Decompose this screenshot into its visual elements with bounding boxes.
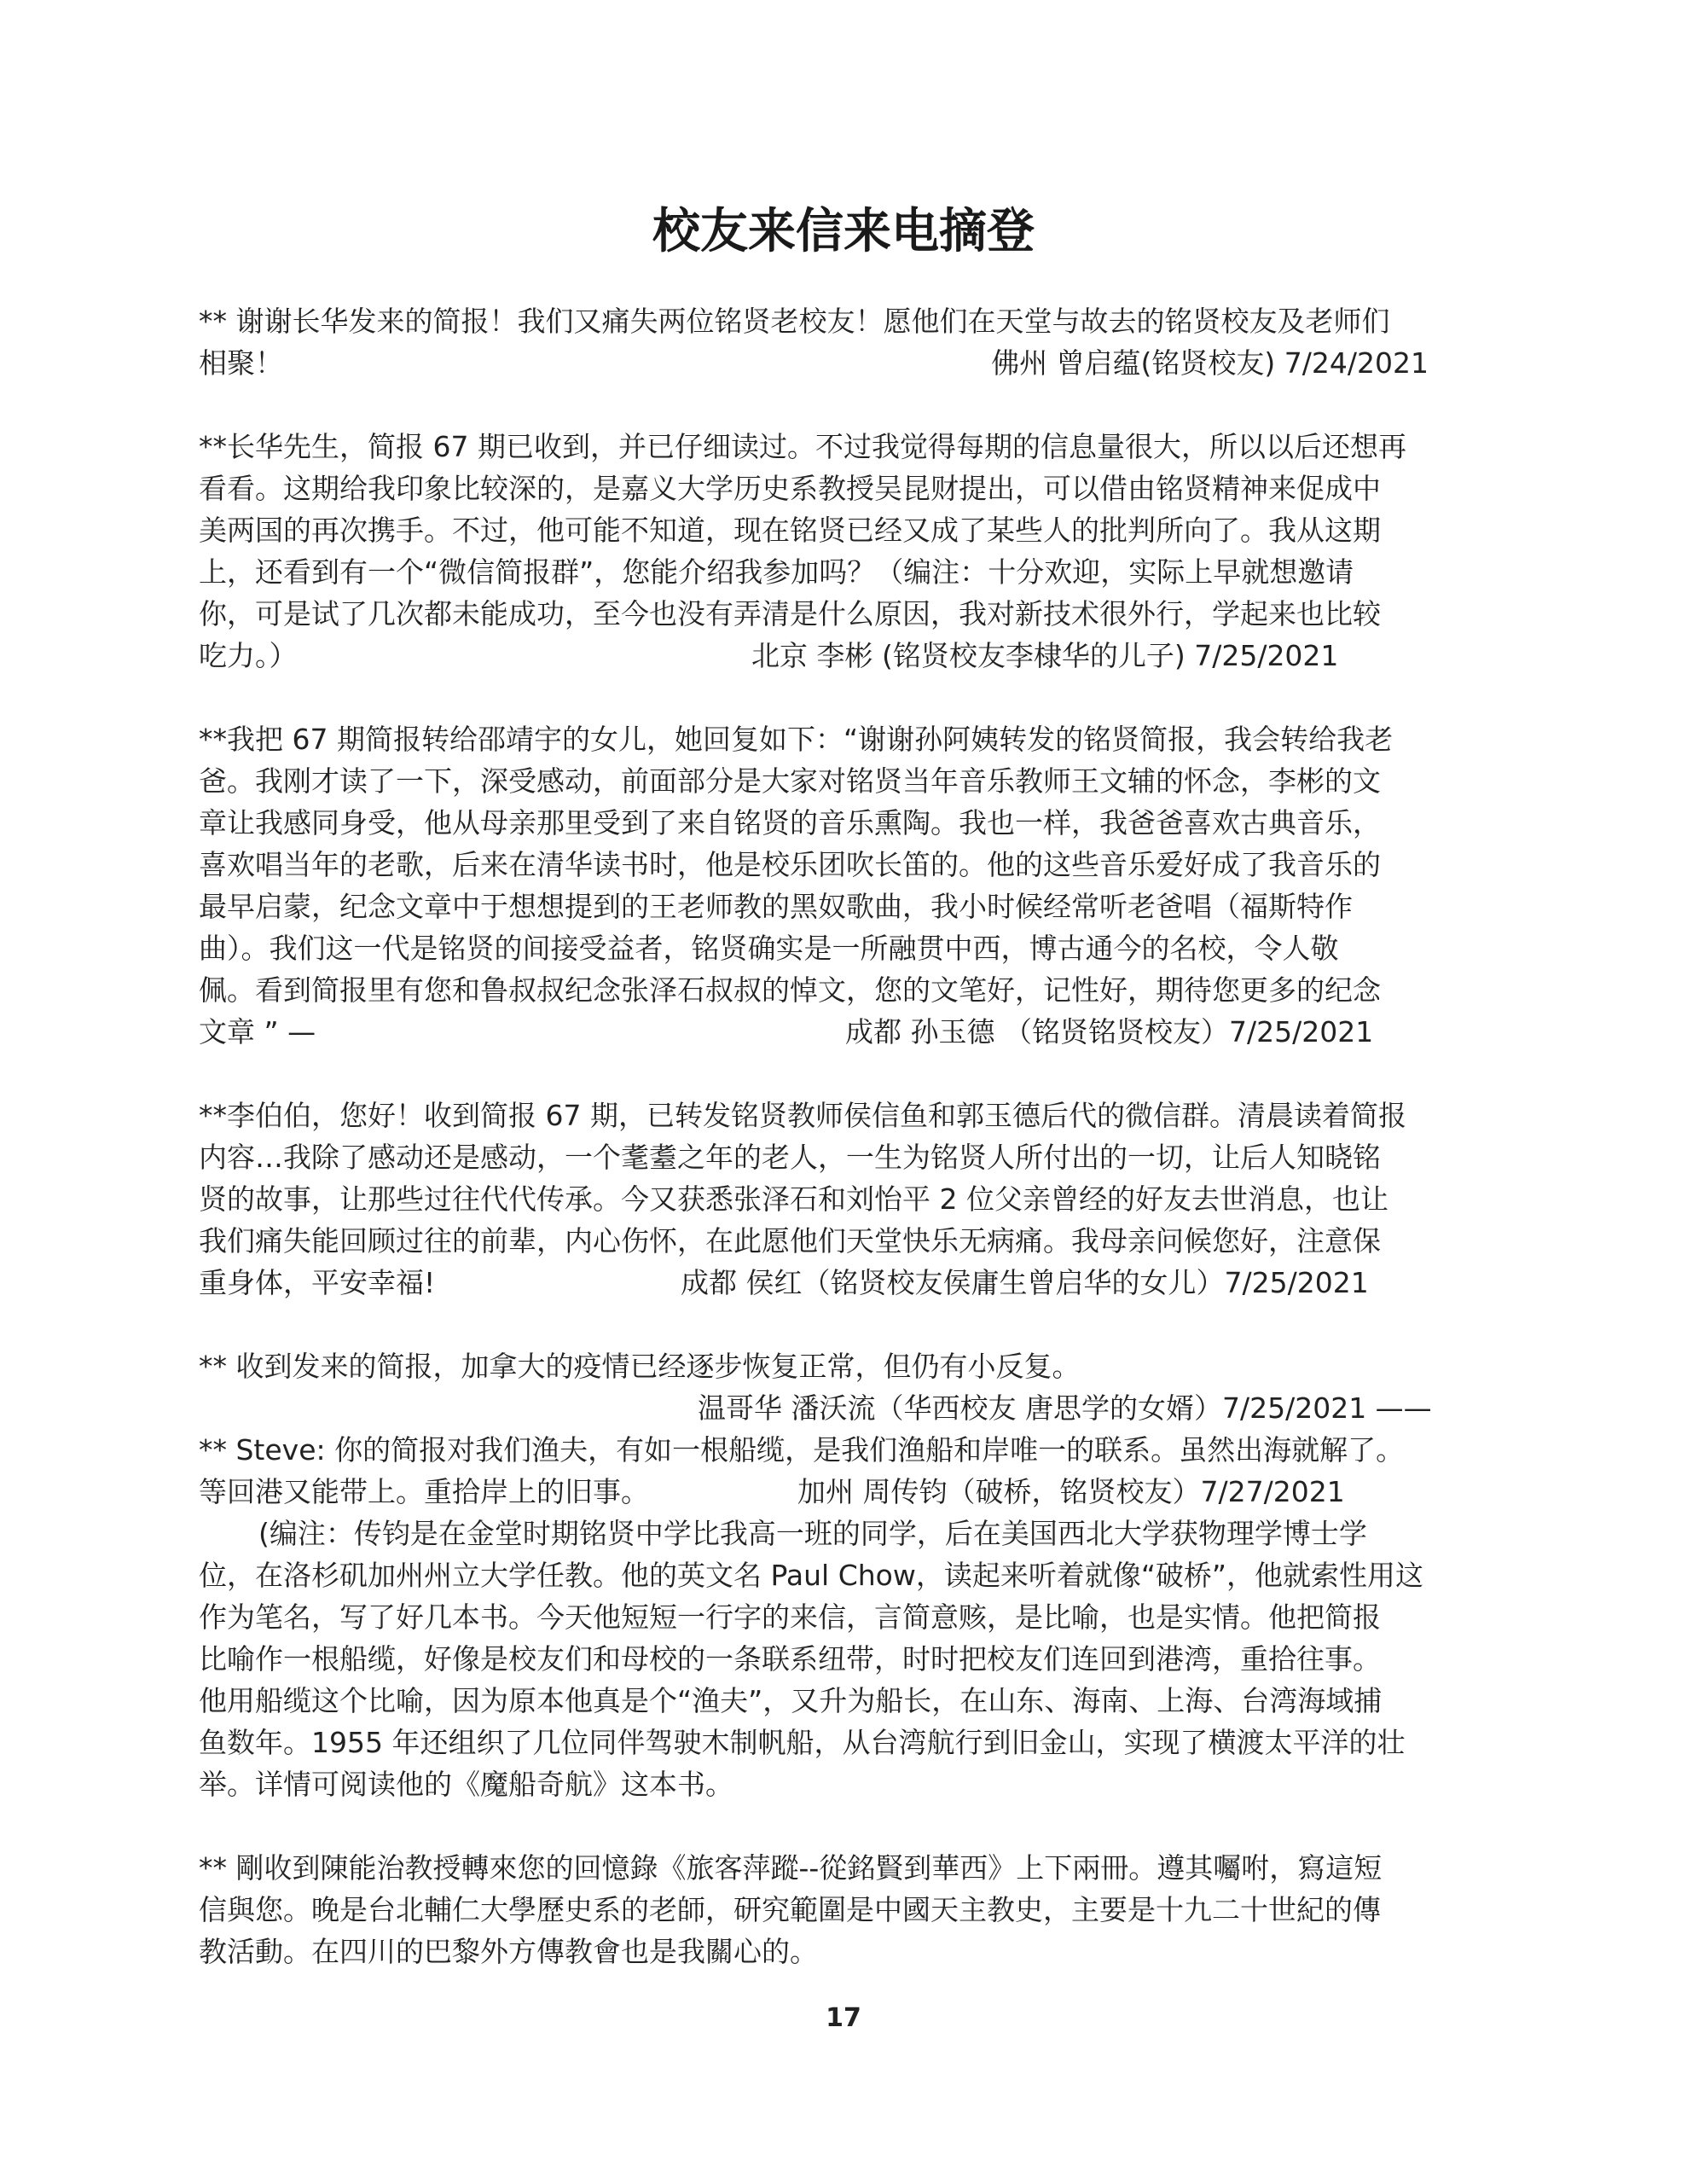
page-number: 17	[826, 2003, 861, 2033]
letter-2-line-5: 你，可是试了几次都未能成功，至今也没有弄清是什么原因，我对新技术很外行，学起来也比较	[199, 597, 1381, 630]
letter-1-line-2: 相聚！	[199, 346, 283, 380]
letter-8-line-2: 信與您。晚是台北輔仁大學歷史系的老師，研究範圍是中國天主教史，主要是十九二十世紀的傳	[199, 1893, 1381, 1926]
letter-2	[199, 426, 1495, 677]
editor-note-line-7: 举。详情可阅读他的《魔船奇航》这本书。	[199, 1768, 733, 1801]
letter-3-line-2: 爸。我刚才读了一下，深受感动，前面部分是大家对铭贤当年音乐教师王文辅的怀念，李彬的文	[199, 764, 1381, 798]
editor-note-line-1: (编注：传钧是在金堂时期铭贤中学比我高一班的同学，后在美国西北大学获物理学博士学	[258, 1517, 1367, 1550]
letter-3-line-3: 章让我感同身受，他从母亲那里受到了来自铭贤的音乐熏陶。我也一样，我爸爸喜欢古典音乐，	[199, 806, 1381, 839]
letters-body	[199, 300, 1495, 2014]
letter-4-line-4: 我们痛失能回顾过往的前辈，内心伤怀，在此愿他们天堂快乐无病痛。我母亲问候您好，注意保	[199, 1224, 1381, 1258]
letter-5-signature: 温哥华 潘沃流（华西校友 唐思学的女婿）7/25/2021 ——	[698, 1391, 1432, 1425]
letter-6-signature: 加州 周传钧（破桥，铭贤校友）7/27/2021	[797, 1475, 1345, 1508]
letter-8-line-3: 教活動。在四川的巴黎外方傳教會也是我關心的。	[199, 1935, 818, 1968]
letter-1-line-1: ** 谢谢长华发来的简报！我们又痛失两位铭贤老校友！愿他们在天堂与故去的铭贤校友及老师们	[199, 305, 1390, 338]
letter-4-line-3: 贤的故事，让那些过往代代传承。今又获悉张泽石和刘怡平 2 位父亲曾经的好友去世消息，也让	[199, 1182, 1388, 1216]
letter-6-line-1: ** Steve: 你的简报对我们渔夫，有如一根船缆，是我们渔船和岸唯一的联系。虽然出海就解了。	[199, 1433, 1405, 1467]
editor-note-line-4: 比喻作一根船缆，好像是校友们和母校的一条联系纽带，时时把校友们连回到港湾，重拾往事。	[199, 1642, 1381, 1676]
letter-6-line-2: 等回港又能带上。重拾岸上的旧事。	[199, 1475, 649, 1508]
letter-4-line-5: 重身体，平安幸福!	[199, 1266, 436, 1299]
letter-4-line-2: 内容…我除了感动还是感动，一个耄耋之年的老人，一生为铭贤人所付出的一切，让后人知晓铭	[199, 1141, 1381, 1174]
letter-2-line-2: 看看。这期给我印象比较深的，是嘉义大学历史系教授吴昆财提出，可以借由铭贤精神来促成中	[199, 472, 1381, 505]
letter-2-signature: 北京 李彬 (铭贤校友李棣华的儿子) 7/25/2021	[751, 639, 1339, 672]
editor-note-line-3: 作为笔名，写了好几本书。今天他短短一行字的来信，言简意赅，是比喻，也是实情。他把简报	[199, 1600, 1381, 1634]
editor-note	[199, 1513, 1495, 1805]
letter-3-line-1: **我把 67 期简报转给邵靖宇的女儿，她回复如下：“谢谢孙阿姨转发的铭贤简报，我会转给我老	[199, 723, 1394, 756]
letter-3-line-6: 曲）。我们这一代是铭贤的间接受益者，铭贤确实是一所融贯中西，博古通今的名校，令人敬	[199, 932, 1339, 965]
editor-note-line-2: 位，在洛杉矶加州州立大学任教。他的英文名 Paul Chow，读起来听着就像“破桥”，他就索性用这	[199, 1559, 1424, 1592]
letter-2-line-6: 吃力。）	[199, 639, 298, 672]
letter-1	[199, 300, 1495, 384]
letter-5-line-1: ** 收到发来的简报，加拿大的疫情已经逐步恢复正常，但仍有小反复。	[199, 1350, 1081, 1383]
letter-3-line-8: 文章 ” —	[199, 1015, 316, 1048]
letter-4-signature: 成都 侯红（铭贤校友侯庸生曾启华的女儿）7/25/2021	[681, 1266, 1369, 1299]
letter-4	[199, 1095, 1495, 1304]
letter-3-line-7: 佩。看到简报里有您和鲁叔叔纪念张泽石叔叔的悼文，您的文笔好，记性好，期待您更多的纪念	[199, 973, 1381, 1007]
letter-3-line-5: 最早启蒙，纪念文章中于想想提到的王老师教的黑奴歌曲，我小时候经常听老爸唱（福斯特作	[199, 890, 1353, 923]
editor-note-line-5: 他用船缆这个比喻，因为原本他真是个“渔夫”，又升为船长，在山东、海南、上海、台湾海域捕	[199, 1684, 1383, 1717]
page-title: 校友来信来电摘登	[652, 204, 1035, 259]
letter-6	[199, 1429, 1495, 1513]
letter-3-line-4: 喜欢唱当年的老歌，后来在清华读书时，他是校乐团吹长笛的。他的这些音乐爱好成了我音乐的	[199, 848, 1381, 881]
letter-2-line-3: 美两国的再次携手。不过，他可能不知道，现在铭贤已经又成了某些人的批判所向了。我从这期	[199, 514, 1381, 547]
letter-2-line-4: 上，还看到有一个“微信简报群”，您能介绍我参加吗？（编注：十分欢迎，实际上早就想邀请	[199, 555, 1354, 589]
letter-8-line-1: ** 剛收到陳能治教授轉來您的回憶錄《旅客萍蹤--從銘賢到華西》上下兩冊。遵其囑咐，寫這短	[199, 1851, 1383, 1885]
letter-2-line-1: **长华先生，简报 67 期已收到，并已仔细读过。不过我觉得每期的信息量很大，所以以后还想再	[199, 430, 1406, 463]
letter-8	[199, 1847, 1495, 1972]
editor-note-line-6: 鱼数年。1955 年还组织了几位同伴驾驶木制帆船，从台湾航行到旧金山，实现了横渡太平洋的壮	[199, 1726, 1406, 1759]
letter-3-signature: 成都 孙玉德 （铭贤铭贤校友）7/25/2021	[845, 1015, 1374, 1048]
letter-4-line-1: **李伯伯，您好！收到简报 67 期，已转发铭贤教师侯信鱼和郭玉德后代的微信群。清晨读着简报	[199, 1099, 1406, 1132]
letter-1-signature: 佛州 曾启蕴(铭贤校友) 7/24/2021	[991, 346, 1429, 380]
letter-3	[199, 718, 1495, 1053]
letter-5	[199, 1345, 1495, 1429]
